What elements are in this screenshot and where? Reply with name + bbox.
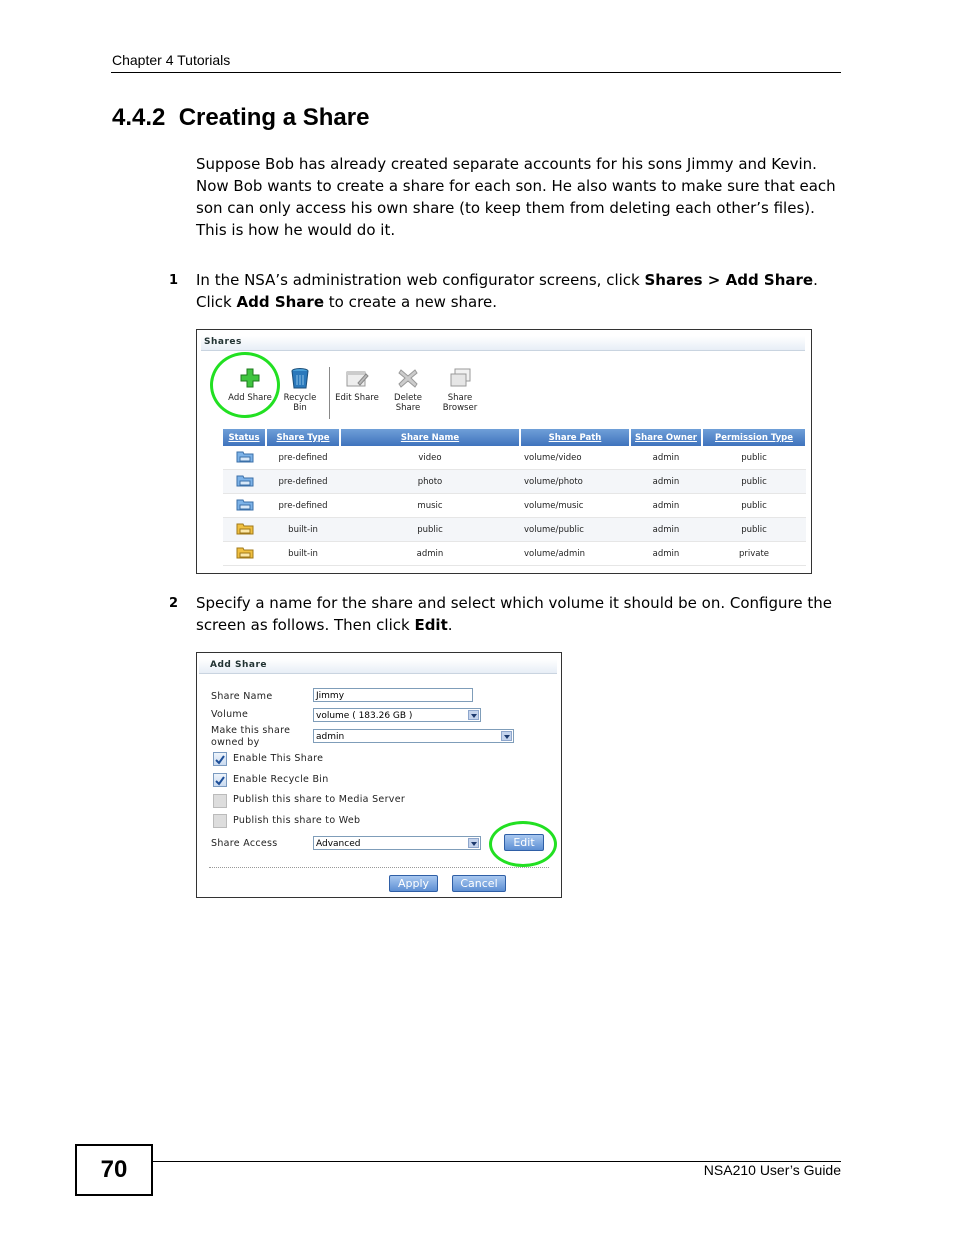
shares-table xyxy=(223,429,807,566)
add-share-title: Add Share xyxy=(210,660,267,670)
table-row[interactable] xyxy=(223,494,806,518)
delete-share-icon xyxy=(396,367,420,389)
column-header-share-type[interactable]: Share Type xyxy=(266,429,340,446)
cell-share-type: pre-defined xyxy=(266,470,340,494)
cell-share-owner: admin xyxy=(630,518,702,542)
toolbar-label: Recycle Bin xyxy=(283,393,317,413)
step-text: Specify a name for the share and select which volume it should be on. Configure the screen as follows. Then click Edit. xyxy=(196,594,832,634)
header-rule xyxy=(111,72,841,73)
cell-permission: public xyxy=(702,470,806,494)
chevron-down-icon xyxy=(468,710,479,720)
cell-share-owner: admin xyxy=(630,446,702,470)
share-name-input[interactable]: Jimmy xyxy=(313,688,473,702)
cell-share-path: volume/admin xyxy=(520,542,630,566)
share-browser-icon xyxy=(448,367,472,389)
cell-share-type: built-in xyxy=(266,518,340,542)
cell-share-type: pre-defined xyxy=(266,446,340,470)
chapter-header: Chapter 4 Tutorials xyxy=(112,52,231,68)
section-title: 4.4.2 Creating a Share xyxy=(112,104,370,131)
cell-share-name: music xyxy=(340,494,520,518)
owner-label: Make this share owned by xyxy=(211,725,291,748)
cell-permission: public xyxy=(702,518,806,542)
cell-share-owner: admin xyxy=(630,470,702,494)
table-row[interactable] xyxy=(223,518,806,542)
chevron-down-icon xyxy=(501,731,512,741)
column-header-status[interactable]: Status xyxy=(223,429,266,446)
owner-select-value: admin xyxy=(316,732,345,742)
toolbar-label: Edit Share xyxy=(335,393,379,403)
cell-share-type: pre-defined xyxy=(266,494,340,518)
publish-media-label: Publish this share to Media Server xyxy=(233,794,406,805)
cell-share-name: photo xyxy=(340,470,520,494)
cell-share-name: admin xyxy=(340,542,520,566)
toolbar-label: Share Browser xyxy=(442,393,478,413)
table-header-row xyxy=(223,429,806,446)
edit-share-button[interactable] xyxy=(329,367,385,403)
cell-share-owner: admin xyxy=(630,542,702,566)
builtin-folder-icon xyxy=(236,545,254,559)
shares-title: Shares xyxy=(204,337,242,347)
builtin-folder-icon xyxy=(236,521,254,535)
cell-share-path: volume/music xyxy=(520,494,630,518)
page-number: 70 xyxy=(75,1144,153,1196)
volume-select-value: volume ( 183.26 GB ) xyxy=(316,711,413,721)
cell-share-owner: admin xyxy=(630,494,702,518)
share-access-select[interactable] xyxy=(313,836,481,850)
cell-permission: public xyxy=(702,494,806,518)
apply-button[interactable]: Apply xyxy=(389,875,438,892)
enable-share-checkbox[interactable] xyxy=(213,752,227,766)
cell-permission: public xyxy=(702,446,806,470)
recycle-bin-button[interactable] xyxy=(272,367,328,413)
volume-select[interactable] xyxy=(313,708,481,722)
step-text: In the NSA’s administration web configurator screens, click Shares > Add Share. Click Add Share to create a new share. xyxy=(196,271,818,311)
cell-share-path: volume/public xyxy=(520,518,630,542)
column-header-share-owner[interactable]: Share Owner xyxy=(630,429,702,446)
checkmark-icon xyxy=(214,775,226,787)
cell-share-path: volume/video xyxy=(520,446,630,470)
checkmark-icon xyxy=(214,754,226,766)
cell-share-path: volume/photo xyxy=(520,470,630,494)
publish-media-checkbox[interactable] xyxy=(213,794,227,808)
toolbar-label: Add Share xyxy=(228,393,272,403)
volume-label: Volume xyxy=(211,709,249,720)
enable-recycle-label: Enable Recycle Bin xyxy=(233,774,329,785)
predefined-folder-icon xyxy=(236,473,254,487)
column-header-share-path[interactable]: Share Path xyxy=(520,429,630,446)
table-row[interactable] xyxy=(223,542,806,566)
add-share-titlebar xyxy=(199,659,557,674)
highlight-circle xyxy=(489,821,557,867)
share-browser-button[interactable] xyxy=(432,367,488,413)
enable-share-label: Enable This Share xyxy=(233,753,324,764)
divider xyxy=(209,867,549,868)
step-number: 1 xyxy=(169,273,179,288)
share-name-label: Share Name xyxy=(211,691,273,702)
cell-permission: private xyxy=(702,542,806,566)
share-access-select-value: Advanced xyxy=(316,839,361,849)
guide-title: NSA210 User’s Guide xyxy=(703,1162,841,1178)
shares-titlebar xyxy=(201,336,805,351)
intro-paragraph: Suppose Bob has already created separate accounts for his sons Jimmy and Kevin. Now Bob wants to create a share for each son. He also wants to make sure that each son can only access his own share (to keep them from deleting each other’s files). This is how he would do it. xyxy=(196,155,836,239)
publish-web-label: Publish this share to Web xyxy=(233,815,361,826)
table-row[interactable] xyxy=(223,470,806,494)
table-row[interactable] xyxy=(223,446,806,470)
enable-recycle-checkbox[interactable] xyxy=(213,773,227,787)
chevron-down-icon xyxy=(468,838,479,848)
predefined-folder-icon xyxy=(236,449,254,463)
edit-button[interactable]: Edit xyxy=(504,834,544,851)
cell-share-name: video xyxy=(340,446,520,470)
predefined-folder-icon xyxy=(236,497,254,511)
step-number: 2 xyxy=(169,596,179,611)
cell-share-type: built-in xyxy=(266,542,340,566)
highlight-circle xyxy=(210,352,280,418)
shares-screenshot xyxy=(196,329,812,574)
owner-select[interactable] xyxy=(313,729,514,743)
publish-web-checkbox[interactable] xyxy=(213,814,227,828)
edit-share-icon xyxy=(345,367,369,389)
recycle-bin-icon xyxy=(288,367,312,389)
share-access-label: Share Access xyxy=(211,838,278,849)
add-share-screenshot xyxy=(196,652,562,898)
column-header-share-name[interactable]: Share Name xyxy=(340,429,520,446)
cancel-button[interactable]: Cancel xyxy=(452,875,506,892)
delete-share-button[interactable] xyxy=(380,367,436,413)
column-header-permission-type[interactable]: Permission Type xyxy=(702,429,806,446)
toolbar-label: Delete Share xyxy=(394,393,422,413)
cell-share-name: public xyxy=(340,518,520,542)
